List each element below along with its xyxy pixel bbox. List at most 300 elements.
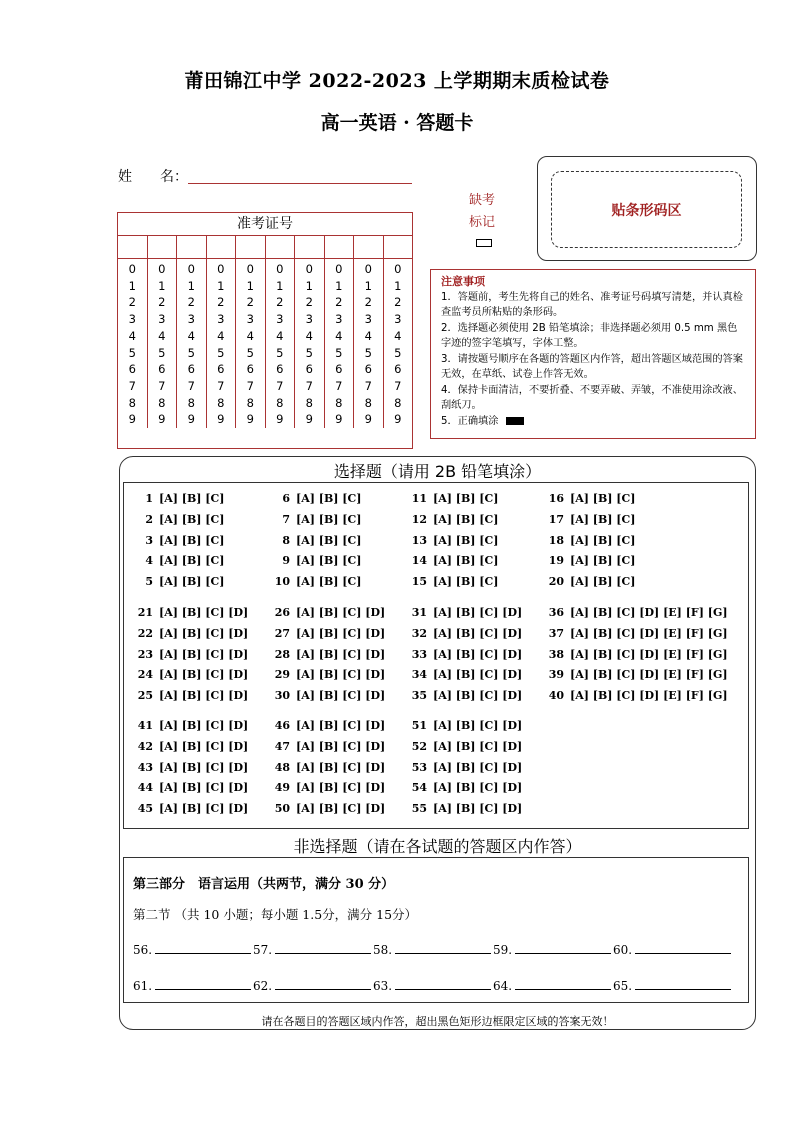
- answer-options[interactable]: [A] [B] [C]: [570, 492, 636, 505]
- question-number: 15: [411, 575, 427, 589]
- question-number: 25: [137, 689, 153, 703]
- admission-digit-bubble[interactable]: 6: [158, 362, 166, 377]
- correct-fill-sample: [506, 417, 524, 425]
- admission-write-box[interactable]: [207, 236, 237, 258]
- admission-digit-bubble[interactable]: 4: [394, 328, 402, 343]
- admission-digit-bubble[interactable]: 2: [305, 295, 313, 310]
- answer-options[interactable]: [A] [B] [C] [D]: [296, 689, 386, 703]
- blank-number: 57.: [253, 943, 273, 957]
- admission-digit-bubble[interactable]: 4: [128, 328, 136, 343]
- answer-options[interactable]: [A] [B] [C]: [296, 554, 362, 568]
- admission-digit-bubble[interactable]: 5: [158, 345, 166, 360]
- admission-digit-bubble[interactable]: 9: [394, 412, 402, 427]
- answer-options[interactable]: [A] [B] [C] [D]: [296, 668, 386, 682]
- admission-digit-bubble[interactable]: 8: [128, 395, 136, 410]
- answer-options[interactable]: [A] [B] [C] [D]: [159, 626, 249, 640]
- choice-question-36[interactable]: [544, 606, 728, 619]
- blank-line[interactable]: [155, 941, 251, 954]
- admission-digit-bubble[interactable]: 4: [217, 328, 225, 343]
- choice-question-17[interactable]: [544, 513, 635, 526]
- blank-number: 62.: [253, 979, 273, 993]
- answer-options[interactable]: [A] [B] [C] [D]: [159, 781, 249, 795]
- question-number: 27: [274, 626, 290, 640]
- admission-digit-bubble[interactable]: 0: [305, 262, 313, 276]
- choice-question-10[interactable]: [270, 575, 361, 588]
- admission-digit-bubble[interactable]: 2: [394, 295, 402, 310]
- blank-answer[interactable]: [373, 941, 491, 957]
- answer-options[interactable]: [A] [B] [C] [D] [E] [F] [G]: [570, 647, 728, 661]
- blank-line[interactable]: [155, 977, 251, 990]
- admission-number-title: 准考证号: [118, 213, 412, 236]
- admission-digit-bubble[interactable]: 8: [305, 395, 313, 410]
- admission-digit-bubble[interactable]: 7: [217, 378, 225, 393]
- blank-answer[interactable]: [493, 977, 611, 993]
- admission-digit-bubble[interactable]: 8: [246, 395, 254, 410]
- choice-question-31[interactable]: [407, 606, 522, 619]
- admission-digit-bubble[interactable]: 5: [394, 345, 402, 360]
- admission-digit-bubble[interactable]: 2: [187, 295, 195, 310]
- instructions-title: 注意事项: [441, 275, 485, 288]
- answer-options[interactable]: [A] [B] [C] [D]: [296, 719, 386, 732]
- admission-digit-bubble[interactable]: 9: [187, 412, 195, 427]
- admission-digit-column: [177, 259, 207, 428]
- choice-question-51[interactable]: [407, 719, 522, 732]
- admission-digit-bubble[interactable]: 7: [158, 378, 166, 393]
- choice-question-24[interactable]: [133, 668, 248, 681]
- admission-digit-bubble[interactable]: 0: [364, 262, 372, 276]
- answer-options[interactable]: [A] [B] [C]: [570, 554, 636, 568]
- absent-mark-checkbox[interactable]: [476, 239, 492, 247]
- admission-write-box[interactable]: [325, 236, 355, 258]
- answer-options[interactable]: [A] [B] [C]: [433, 554, 499, 568]
- admission-digit-bubble[interactable]: 6: [305, 362, 313, 377]
- admission-digit-bubble[interactable]: 3: [217, 312, 225, 327]
- choice-question-13[interactable]: [407, 534, 498, 547]
- answer-options[interactable]: [A] [B] [C]: [433, 512, 499, 526]
- admission-write-box[interactable]: [118, 236, 148, 258]
- choice-question-30[interactable]: [270, 689, 385, 702]
- question-number: 6: [282, 492, 290, 505]
- question-number: 46: [274, 719, 290, 732]
- question-number: 5: [145, 575, 153, 589]
- choice-question-11[interactable]: [407, 492, 498, 505]
- admission-digit-bubble[interactable]: 5: [276, 345, 284, 360]
- answer-options[interactable]: [A] [B] [C] [D]: [433, 626, 523, 640]
- admission-digit-bubble[interactable]: 2: [276, 295, 284, 310]
- choice-question-50[interactable]: [270, 802, 385, 815]
- admission-digit-bubble[interactable]: 1: [158, 278, 166, 293]
- choice-question-14[interactable]: [407, 554, 498, 567]
- answer-options[interactable]: [A] [B] [C] [D]: [159, 647, 249, 661]
- question-number: 23: [137, 647, 153, 661]
- part-three-title: 第三部分 语言运用（共两节，满分 30 分）: [133, 877, 395, 892]
- question-number: 28: [274, 647, 290, 661]
- admission-digit-bubble[interactable]: 1: [128, 278, 136, 293]
- admission-digit-bubble[interactable]: 2: [128, 295, 136, 310]
- answer-options[interactable]: [A] [B] [C] [D] [E] [F] [G]: [570, 689, 728, 703]
- choice-question-43[interactable]: [133, 761, 248, 774]
- admission-digit-bubble[interactable]: 3: [335, 312, 343, 327]
- answer-options[interactable]: [A] [B] [C] [D]: [296, 647, 386, 661]
- choice-question-29[interactable]: [270, 668, 385, 681]
- admission-digit-bubble[interactable]: 9: [335, 412, 343, 427]
- choice-question-2[interactable]: [133, 513, 224, 526]
- choice-question-44[interactable]: [133, 781, 248, 794]
- nonchoice-section-heading: 非选择题（请在各试题的答题区内作答）: [293, 837, 582, 856]
- answer-options[interactable]: [A] [B] [C] [D]: [433, 781, 523, 795]
- choice-question-20[interactable]: [544, 575, 635, 588]
- choice-question-34[interactable]: [407, 668, 522, 681]
- admission-digit-column: [236, 259, 266, 428]
- answer-options[interactable]: [A] [B] [C] [D] [E] [F] [G]: [570, 626, 728, 640]
- absent-line2: 标记: [468, 215, 495, 230]
- admission-write-box[interactable]: [148, 236, 178, 258]
- admission-digit-bubble[interactable]: 3: [394, 312, 402, 327]
- answer-options[interactable]: [A] [B] [C] [D]: [296, 802, 386, 816]
- admission-digit-bubble[interactable]: 8: [187, 395, 195, 410]
- admission-digit-bubble[interactable]: 8: [364, 395, 372, 410]
- question-number: 4: [145, 554, 153, 568]
- admission-digit-bubble[interactable]: 7: [276, 378, 284, 393]
- answer-options[interactable]: [A] [B] [C] [D]: [159, 719, 249, 732]
- admission-digit-bubble[interactable]: 0: [335, 262, 343, 276]
- admission-digit-bubble[interactable]: 5: [246, 345, 254, 360]
- choice-question-8[interactable]: [270, 534, 361, 547]
- choice-question-40[interactable]: [544, 689, 728, 702]
- admission-digit-bubble[interactable]: 8: [276, 395, 284, 410]
- admission-digit-bubble[interactable]: 3: [246, 312, 254, 327]
- choice-question-19[interactable]: [544, 554, 635, 567]
- admission-digit-bubble[interactable]: 7: [305, 378, 313, 393]
- admission-digit-bubble[interactable]: 5: [128, 345, 136, 360]
- answer-options[interactable]: [A] [B] [C]: [296, 533, 362, 547]
- choice-question-16[interactable]: [544, 492, 635, 505]
- choice-question-26[interactable]: [270, 606, 385, 619]
- instructions-panel: [430, 269, 756, 439]
- question-number: 45: [137, 802, 153, 816]
- admission-digit-bubble[interactable]: 6: [394, 362, 402, 377]
- answer-options[interactable]: [A] [B] [C] [D]: [296, 606, 386, 619]
- choice-question-54[interactable]: [407, 781, 522, 794]
- admission-digit-bubble[interactable]: 4: [364, 328, 372, 343]
- question-number: 3: [145, 533, 153, 547]
- admission-write-box[interactable]: [295, 236, 325, 258]
- admission-digit-bubble[interactable]: 6: [217, 362, 225, 377]
- admission-digit-bubble[interactable]: 3: [276, 312, 284, 327]
- admission-digit-bubble[interactable]: 7: [128, 378, 136, 393]
- admission-digit-bubble[interactable]: 0: [246, 262, 254, 276]
- blank-answer[interactable]: [613, 941, 731, 957]
- footer-warning: 请在各题目的答题区域内作答，超出黑色矩形边框限定区域的答案无效！: [261, 1015, 614, 1028]
- answer-options[interactable]: [A] [B] [C] [D]: [433, 647, 523, 661]
- admission-digit-bubble[interactable]: 6: [276, 362, 284, 377]
- admission-digit-bubble[interactable]: 9: [305, 412, 313, 427]
- blank-line[interactable]: [395, 977, 491, 990]
- answer-options[interactable]: [A] [B] [C] [D]: [433, 719, 523, 732]
- answer-options[interactable]: [A] [B] [C]: [159, 533, 225, 547]
- answer-options[interactable]: [A] [B] [C]: [570, 575, 636, 589]
- answer-options[interactable]: [A] [B] [C]: [433, 575, 499, 589]
- instruction-item: [441, 414, 745, 430]
- choice-question-28[interactable]: [270, 648, 385, 661]
- admission-digit-bubble[interactable]: 9: [246, 412, 254, 427]
- answer-options[interactable]: [A] [B] [C]: [159, 512, 225, 526]
- choice-question-3[interactable]: [133, 534, 224, 547]
- admission-digit-bubble[interactable]: 8: [217, 395, 225, 410]
- choice-question-15[interactable]: [407, 575, 498, 588]
- admission-digit-bubble[interactable]: 4: [187, 328, 195, 343]
- answer-options[interactable]: [A] [B] [C] [D]: [296, 781, 386, 795]
- question-number: 9: [282, 554, 290, 568]
- question-number: 38: [548, 647, 564, 661]
- blank-answer[interactable]: [253, 941, 371, 957]
- blank-number: 59.: [493, 943, 513, 957]
- admission-digit-bubble[interactable]: 1: [364, 278, 372, 293]
- question-number: 18: [548, 533, 564, 547]
- answer-options[interactable]: [A] [B] [C]: [159, 575, 225, 589]
- admission-digit-bubble[interactable]: 5: [364, 345, 372, 360]
- question-number: 12: [411, 512, 427, 526]
- answer-options[interactable]: [A] [B] [C]: [570, 533, 636, 547]
- answer-options[interactable]: [A] [B] [C]: [570, 512, 636, 526]
- answer-options[interactable]: [A] [B] [C] [D]: [433, 739, 523, 753]
- question-number: 19: [548, 554, 564, 568]
- choice-question-18[interactable]: [544, 534, 635, 547]
- choice-question-5[interactable]: [133, 575, 224, 588]
- choice-question-23[interactable]: [133, 648, 248, 661]
- admission-number-digit-columns: [118, 259, 412, 428]
- admission-digit-bubble[interactable]: 8: [394, 395, 402, 410]
- admission-digit-bubble[interactable]: 9: [158, 412, 166, 427]
- answer-options[interactable]: [A] [B] [C]: [159, 492, 225, 505]
- blank-line[interactable]: [515, 977, 611, 990]
- question-number: 30: [274, 689, 290, 703]
- answer-options[interactable]: [A] [B] [C] [D]: [159, 739, 249, 753]
- choice-question-32[interactable]: [407, 627, 522, 640]
- admission-digit-bubble[interactable]: 5: [335, 345, 343, 360]
- admission-digit-bubble[interactable]: 2: [335, 295, 343, 310]
- admission-write-box[interactable]: [236, 236, 266, 258]
- blank-line[interactable]: [635, 977, 731, 990]
- admission-digit-bubble[interactable]: 1: [276, 278, 284, 293]
- admission-digit-bubble[interactable]: 4: [158, 328, 166, 343]
- admission-digit-bubble[interactable]: 1: [246, 278, 254, 293]
- choice-question-53[interactable]: [407, 761, 522, 774]
- choice-question-7[interactable]: [270, 513, 361, 526]
- blank-answer[interactable]: [133, 941, 251, 957]
- admission-digit-bubble[interactable]: 9: [276, 412, 284, 427]
- admission-digit-bubble[interactable]: 1: [335, 278, 343, 293]
- admission-digit-bubble[interactable]: 4: [335, 328, 343, 343]
- choice-question-52[interactable]: [407, 740, 522, 753]
- answer-options[interactable]: [A] [B] [C] [D]: [433, 606, 523, 619]
- answer-options[interactable]: [A] [B] [C] [D]: [433, 668, 523, 682]
- question-number: 50: [274, 802, 290, 816]
- answer-options[interactable]: [A] [B] [C] [D]: [159, 606, 249, 619]
- question-number: 36: [548, 606, 564, 619]
- question-number: 37: [548, 626, 564, 640]
- admission-write-box[interactable]: [266, 236, 296, 258]
- choice-question-25[interactable]: [133, 689, 248, 702]
- choice-question-42[interactable]: [133, 740, 248, 753]
- choice-question-33[interactable]: [407, 648, 522, 661]
- absent-line1: 缺考: [468, 193, 495, 208]
- name-field[interactable]: [188, 183, 412, 184]
- answer-options[interactable]: [A] [B] [C] [D]: [159, 668, 249, 682]
- admission-digit-bubble[interactable]: 3: [364, 312, 372, 327]
- blank-number: 61.: [133, 979, 153, 993]
- choice-question-4[interactable]: [133, 554, 224, 567]
- choice-question-45[interactable]: [133, 802, 248, 815]
- answer-options[interactable]: [A] [B] [C] [D]: [433, 802, 523, 816]
- choice-section-heading: 选择题（请用 2B 铅笔填涂）: [333, 462, 542, 481]
- question-number: 20: [548, 575, 564, 589]
- blank-line[interactable]: [635, 941, 731, 954]
- admission-digit-bubble[interactable]: 3: [187, 312, 195, 327]
- choice-question-49[interactable]: [270, 781, 385, 794]
- blank-line[interactable]: [395, 941, 491, 954]
- answer-options[interactable]: [A] [B] [C]: [296, 492, 362, 505]
- admission-digit-bubble[interactable]: 4: [305, 328, 313, 343]
- answer-options[interactable]: [A] [B] [C] [D]: [159, 689, 249, 703]
- instruction-item: 2．选择题必须使用 2B 铅笔填涂；非选择题必须用 0.5 mm 黑色字迹的签字笔填写，字体工整。: [441, 322, 738, 349]
- admission-digit-bubble[interactable]: 7: [335, 378, 343, 393]
- choice-question-41[interactable]: [133, 719, 248, 732]
- choice-question-1[interactable]: [133, 492, 224, 505]
- admission-digit-bubble[interactable]: 8: [335, 395, 343, 410]
- admission-digit-bubble[interactable]: 0: [394, 262, 402, 276]
- answer-options[interactable]: [A] [B] [C]: [296, 512, 362, 526]
- blank-answer[interactable]: [613, 977, 731, 993]
- admission-digit-bubble[interactable]: 5: [187, 345, 195, 360]
- admission-digit-bubble[interactable]: 6: [246, 362, 254, 377]
- blank-line[interactable]: [275, 977, 371, 990]
- admission-digit-bubble[interactable]: 2: [158, 295, 166, 310]
- answer-options[interactable]: [A] [B] [C] [D] [E] [F] [G]: [570, 606, 728, 619]
- question-number: 32: [411, 626, 427, 640]
- admission-digit-bubble[interactable]: 3: [128, 312, 136, 327]
- admission-digit-bubble[interactable]: 6: [364, 362, 372, 377]
- admission-digit-bubble[interactable]: 3: [158, 312, 166, 327]
- admission-digit-bubble[interactable]: 7: [187, 378, 195, 393]
- admission-digit-bubble[interactable]: 7: [246, 378, 254, 393]
- choice-question-27[interactable]: [270, 627, 385, 640]
- admission-digit-column: [295, 259, 325, 428]
- blank-answer[interactable]: [253, 977, 371, 993]
- admission-digit-column: [354, 259, 384, 428]
- choice-question-46[interactable]: [270, 719, 385, 732]
- question-number: 7: [282, 512, 290, 526]
- answer-options[interactable]: [A] [B] [C] [D]: [296, 739, 386, 753]
- exam-title: 莆田锦江中学 2022-2023 上学期期末质检试卷: [184, 70, 610, 92]
- admission-digit-bubble[interactable]: 4: [246, 328, 254, 343]
- answer-options[interactable]: [A] [B] [C] [D]: [159, 802, 249, 816]
- admission-digit-bubble[interactable]: 6: [128, 362, 136, 377]
- admission-digit-bubble[interactable]: 2: [246, 295, 254, 310]
- blank-answer[interactable]: [493, 941, 611, 957]
- admission-digit-bubble[interactable]: 2: [364, 295, 372, 310]
- choice-question-6[interactable]: [270, 492, 361, 505]
- admission-digit-column: [325, 259, 355, 428]
- question-number: 43: [137, 760, 153, 774]
- admission-write-box[interactable]: [354, 236, 384, 258]
- question-number: 1: [145, 492, 153, 505]
- choice-question-48[interactable]: [270, 761, 385, 774]
- admission-digit-bubble[interactable]: 5: [217, 345, 225, 360]
- question-number: 53: [411, 760, 427, 774]
- answer-options[interactable]: [A] [B] [C]: [296, 575, 362, 589]
- admission-digit-bubble[interactable]: 7: [394, 378, 402, 393]
- choice-question-39[interactable]: [544, 668, 728, 681]
- question-number: 8: [282, 533, 290, 547]
- admission-digit-bubble[interactable]: 1: [187, 278, 195, 293]
- choice-question-9[interactable]: [270, 554, 361, 567]
- admission-digit-bubble[interactable]: 0: [276, 262, 284, 276]
- answer-options[interactable]: [A] [B] [C] [D]: [433, 760, 523, 774]
- blank-line[interactable]: [515, 941, 611, 954]
- answer-options[interactable]: [A] [B] [C] [D]: [159, 760, 249, 774]
- admission-digit-bubble[interactable]: 6: [335, 362, 343, 377]
- admission-digit-bubble[interactable]: 6: [187, 362, 195, 377]
- admission-digit-bubble[interactable]: 9: [217, 412, 225, 427]
- question-number: 11: [411, 492, 427, 505]
- blank-number: 58.: [373, 943, 393, 957]
- admission-write-box[interactable]: [177, 236, 207, 258]
- admission-digit-bubble[interactable]: 2: [217, 295, 225, 310]
- answer-options[interactable]: [A] [B] [C] [D]: [296, 626, 386, 640]
- blank-answer[interactable]: [133, 977, 251, 993]
- instruction-item: 3．请按题号顺序在各题的答题区内作答，超出答题区域范围的答案无效，在草纸、试卷上作答无效。: [441, 353, 743, 380]
- blank-line[interactable]: [275, 941, 371, 954]
- choice-question-55[interactable]: [407, 802, 522, 815]
- question-number: 35: [411, 689, 427, 703]
- answer-options[interactable]: [A] [B] [C]: [433, 492, 499, 505]
- choice-question-12[interactable]: [407, 513, 498, 526]
- admission-digit-bubble[interactable]: 9: [364, 412, 372, 427]
- choice-question-38[interactable]: [544, 648, 728, 661]
- question-number: 10: [274, 575, 290, 589]
- blank-number: 63.: [373, 979, 393, 993]
- choice-question-21[interactable]: [133, 606, 248, 619]
- blank-number: 56.: [133, 943, 153, 957]
- answer-options[interactable]: [A] [B] [C] [D]: [296, 760, 386, 774]
- question-number: 24: [137, 668, 153, 682]
- admission-digit-bubble[interactable]: 1: [394, 278, 402, 293]
- admission-digit-bubble[interactable]: 0: [158, 262, 166, 276]
- admission-write-box[interactable]: [384, 236, 413, 258]
- answer-options[interactable]: [A] [B] [C] [D] [E] [F] [G]: [570, 668, 728, 682]
- choice-question-37[interactable]: [544, 627, 728, 640]
- answer-options[interactable]: [A] [B] [C] [D]: [433, 689, 523, 703]
- admission-digit-bubble[interactable]: 8: [158, 395, 166, 410]
- answer-options[interactable]: [A] [B] [C]: [159, 554, 225, 568]
- admission-digit-bubble[interactable]: 7: [364, 378, 372, 393]
- admission-digit-bubble[interactable]: 3: [305, 312, 313, 327]
- choice-question-47[interactable]: [270, 740, 385, 753]
- choice-question-35[interactable]: [407, 689, 522, 702]
- admission-digit-bubble[interactable]: 0: [187, 262, 195, 276]
- admission-digit-bubble[interactable]: 4: [276, 328, 284, 343]
- blank-answer[interactable]: [373, 977, 491, 993]
- admission-digit-bubble[interactable]: 9: [128, 412, 136, 427]
- answer-options[interactable]: [A] [B] [C]: [433, 533, 499, 547]
- admission-digit-bubble[interactable]: 0: [217, 262, 225, 276]
- admission-digit-bubble[interactable]: 1: [217, 278, 225, 293]
- admission-digit-bubble[interactable]: 1: [305, 278, 313, 293]
- admission-digit-bubble[interactable]: 0: [128, 262, 136, 276]
- choice-question-22[interactable]: [133, 627, 248, 640]
- admission-digit-bubble[interactable]: 5: [305, 345, 313, 360]
